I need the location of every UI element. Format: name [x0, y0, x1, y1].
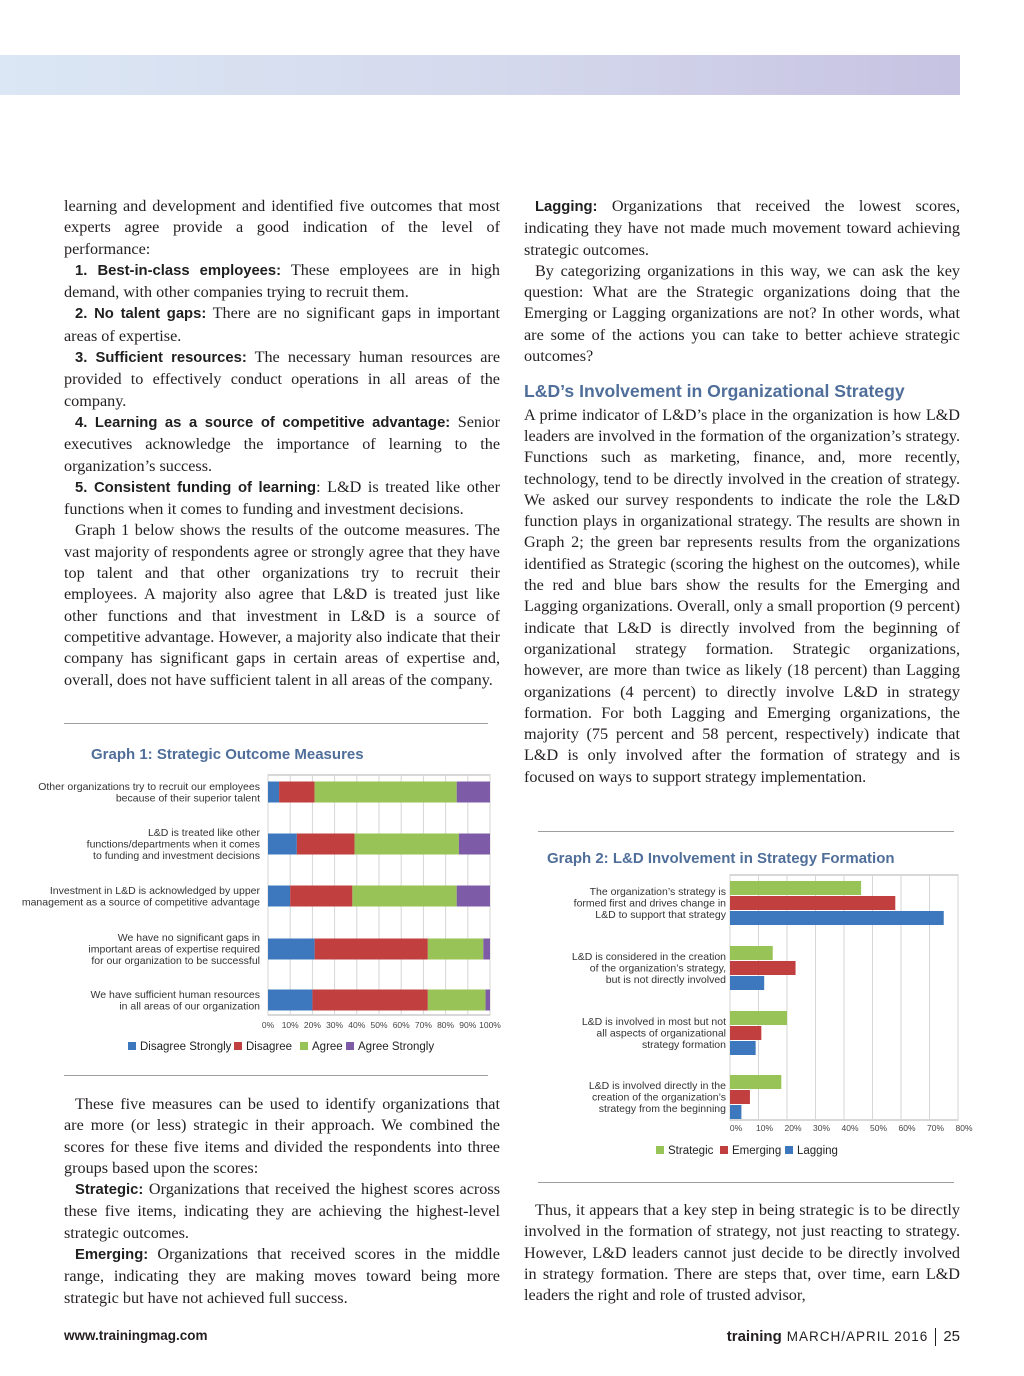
graph2-tick-label: 60% — [898, 1123, 916, 1133]
graph2-bottom-rule — [538, 1182, 954, 1183]
footer-url[interactable]: www.trainingmag.com — [64, 1328, 208, 1343]
outcome-label: 3. Sufficient resources: — [75, 350, 247, 367]
graph1-tick-label: 90% — [459, 1020, 477, 1030]
thus-paragraph: Thus, it appears that a key step in being strategic is to be directly involved in the formation of strategy, not just reacting to strategy. However, L&D leaders cannot just decide to be directly involved in strategy formation. There are steps that, over time, earn L&D leaders the right and role of trusted advisor, — [524, 1201, 960, 1305]
outcome-text: These employees are in high demand, with other companies trying to recruit them. — [64, 260, 500, 302]
graph2-category-label: strategy formation — [641, 1039, 726, 1051]
graph1-category-label: We have no significant gaps in — [117, 932, 260, 944]
graph2-category-label: strategy from the beginning — [598, 1103, 726, 1115]
graph2-bar-lagging — [730, 911, 944, 925]
graph2-category-label: L&D to support that strategy — [595, 909, 726, 921]
graph2-title: Graph 2: L&D Involvement in Strategy Formation — [547, 850, 895, 867]
graph2-tick-label: 30% — [812, 1123, 831, 1133]
emerging-text: Organizations that received scores in the middle range, indicating they are making moves toward being more strategic but have not achieved full success. — [64, 1245, 500, 1307]
footer-issue-info — [727, 1328, 960, 1346]
categorizing-paragraph: By categorizing organizations in this way, we can ask the key question: What are the Strategic organizations doing that the Emerging or Lagging organizations are not? In other words, what are some of the actions you can take to better achieve strategic outcomes? — [524, 261, 960, 366]
strategic-text: Organizations that received the highest scores across these five items, indicating they are achieving the highest-level strategic outcomes. — [64, 1180, 500, 1242]
graph2-category-label: creation of the organization’s — [591, 1091, 726, 1104]
outcome-text: The necessary human resources are provided to effectively conduct operations in all areas of the company. — [64, 348, 501, 410]
graph1-category-label: because of their superior talent — [115, 792, 260, 805]
graph1-category-label: L&D is treated like other — [147, 827, 260, 839]
issue-date: MARCH/APRIL 2016 — [786, 1329, 929, 1344]
lagging-text: Organizations that received the lowest scores, indicating they have not made much movement toward achieving strategic outcomes. — [524, 197, 960, 259]
graph1-category-label: We have sufficient human resources — [90, 988, 260, 1001]
graph2-legend-label: Emerging — [732, 1145, 782, 1157]
lagging-label: Lagging: — [535, 199, 598, 215]
graph1-tick-label: 0% — [261, 1020, 275, 1030]
graph2-category-label: L&D is considered in the creation — [571, 951, 726, 963]
graph1-tick-label: 30% — [326, 1020, 344, 1030]
right-column-bottom — [524, 1200, 960, 1306]
graph2-legend-label: Lagging — [797, 1145, 838, 1157]
intro-paragraph: learning and development and identified five outcomes that most experts agree provide a good indication of the level of performance: — [64, 197, 500, 258]
graph1-tick-label: 80% — [437, 1020, 455, 1030]
graph1-legend-label: Agree — [312, 1041, 343, 1053]
involvement-paragraph: A prime indicator of L&D’s place in the organization is how L&D leaders are involved in the formation of the organization’s strategy. Functions such as marketing, finance, and, more recently, technology, tend to be directly involved in the creation of strategy. We asked our survey respondents to indicate the role the L&D function plays in organizational strategy. The results are shown in Graph 2; the green bar represents results from the organizations identified as Strategic (scoring the highest on the outcomes), while the red and blue bars show the results for the Emerging and Lagging organizations. Overall, only a small proportion (9 percent) indicate that L&D is directly involved from the beginning of organizational strategy formation. Strategic organizations, however, are more than twice as likely (18 percent) than Lagging organizations (4 percent) to directly involve L&D in strategy formation. For both Lagging and Emerging organizations, the majority (75 percent and 58 percent, respectively) indicate that L&D is only involved after the formation of strategy and is focused on ways to support strategy implementation. — [524, 405, 960, 786]
graph2-bar-emerging — [730, 1026, 761, 1040]
graph2-category-label: but is not directly involved — [605, 974, 726, 986]
footer-divider — [935, 1328, 936, 1346]
graph1-title: Graph 1: Strategic Outcome Measures — [91, 746, 364, 763]
graph2-bar-strategic — [730, 881, 861, 895]
outcome-label: 5. Consistent funding of learning — [75, 479, 317, 496]
graph2-bar-lagging — [730, 976, 764, 990]
graph2-bar-strategic — [730, 1011, 787, 1025]
section-heading: L&D’s Involvement in Organizational Strategy — [524, 381, 905, 402]
graph2-bar-emerging — [730, 896, 895, 910]
graph1-legend-label: Disagree Strongly — [140, 1041, 232, 1053]
graph2-category-label: of the organization’s strategy, — [589, 962, 726, 975]
graph2-legend-swatch — [720, 1146, 728, 1154]
page-number: 25 — [943, 1328, 960, 1345]
outcome-label: 1. Best-in-class employees: — [75, 262, 282, 279]
outcome-text: : L&D is treated like other functions when it comes to funding and investment decisions. — [64, 477, 501, 519]
graph2-bar-lagging — [730, 1041, 756, 1055]
graph2-legend-swatch — [785, 1146, 793, 1154]
graph2-bar-strategic — [730, 946, 773, 960]
graph1-category-label: Investment in L&D is acknowledged by upper — [49, 884, 260, 897]
graph1-category-label: management as a source of competitive advantage — [21, 896, 260, 909]
emerging-label: Emerging: — [75, 1247, 149, 1264]
graph1-tick-label: 40% — [348, 1020, 366, 1030]
graph1-legend-label: Disagree — [246, 1041, 293, 1053]
graph2-legend-label: Strategic — [668, 1145, 714, 1157]
graph2-legend-swatch — [656, 1146, 664, 1154]
graph2-category-label: L&D is involved directly in the — [588, 1080, 726, 1092]
graph1-category-label: for our organization to be successful — [91, 955, 260, 967]
graph2-category-label: The organization’s strategy is — [589, 886, 726, 898]
measures-paragraph: These five measures can be used to identify organizations that are more (or less) strategic in their approach. We combined the scores for these five items and divided the respondents into three groups based upon the scores: — [64, 1095, 500, 1177]
magazine-name: training — [726, 1328, 782, 1345]
graph2-tick-label: 20% — [784, 1123, 802, 1133]
graph1-category-label: important areas of expertise required — [88, 943, 260, 956]
graph1-tick-label: 70% — [414, 1020, 432, 1030]
outcome-text: Senior executives acknowledge the importance of learning to the organization’s success. — [64, 412, 501, 475]
graph1-category-label: Other organizations try to recruit our employees — [38, 780, 260, 793]
graph2-category-label: L&D is involved in most but not — [581, 1016, 726, 1028]
graph2-bar-emerging — [730, 1090, 750, 1104]
outcome-label: 4. Learning as a source of competitive advantage: — [75, 414, 451, 431]
graph1-category-label: functions/departments when it comes — [86, 838, 260, 851]
graph2-tick-label: 80% — [955, 1123, 973, 1133]
graph2-category-label: all aspects of organizational — [596, 1027, 726, 1040]
graph2-tick-label: 10% — [755, 1123, 774, 1133]
outcome-text: There are no significant gaps in important areas of expertise. — [64, 304, 500, 345]
graph1-legend-label: Agree Strongly — [358, 1041, 435, 1053]
graph2-tick-label: 70% — [926, 1123, 945, 1133]
graph2-category-label: formed first and drives change in — [573, 897, 726, 910]
graph1-category-label: in all areas of our organization — [119, 1000, 260, 1013]
graph1-intro-paragraph: Graph 1 below shows the results of the outcome measures. The vast majority of respondents agree or strongly agree that they have top talent and that other organizations try to recruit their employees. A majority also agree that L&D is treated just like other functions and that investment in L&D is a source of competitive advantage. However, a majority also indicate that their company has significant gaps in certain areas of expertise and, overall, does not have sufficient talent in all areas of the company. — [64, 521, 500, 689]
graph1-tick-label: 10% — [281, 1020, 299, 1030]
graph1-tick-label: 60% — [392, 1020, 410, 1030]
graph2-tick-label: 50% — [869, 1123, 888, 1133]
graph2-tick-label: 40% — [841, 1123, 859, 1133]
graph1-category-label: to funding and investment decisions — [93, 850, 260, 862]
graph2-tick-label: 0% — [729, 1123, 743, 1133]
graph2-bar-emerging — [730, 961, 796, 975]
strategic-label: Strategic: — [75, 1182, 144, 1199]
graph2-bar-strategic — [730, 1075, 781, 1089]
graph1-tick-label: 20% — [303, 1020, 321, 1030]
graph1-tick-label: 50% — [370, 1020, 388, 1030]
graph1-tick-label: 100% — [479, 1020, 501, 1030]
graph2-bar-lagging — [730, 1105, 741, 1119]
outcome-label: 2. No talent gaps: — [75, 306, 207, 323]
